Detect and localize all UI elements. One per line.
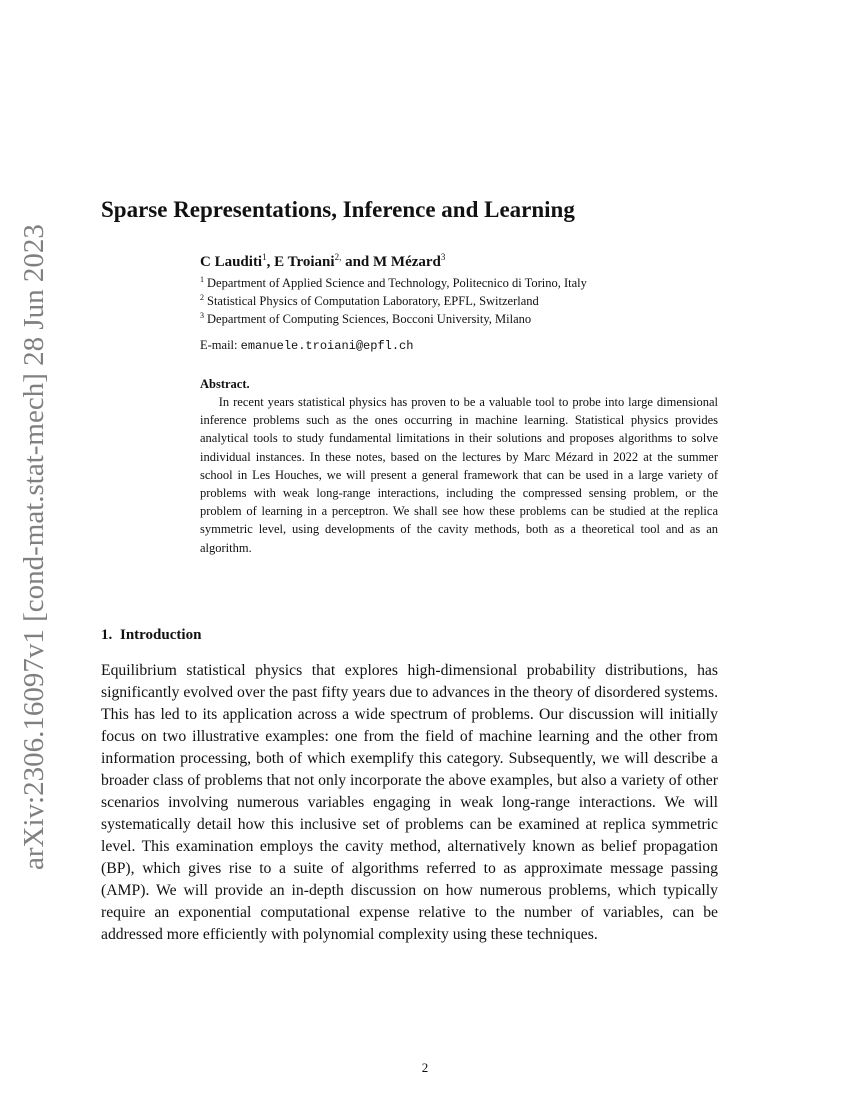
- affiliation-mark: 1: [200, 275, 204, 284]
- author-separator: and: [341, 254, 373, 270]
- author-name: E Troiani: [274, 254, 335, 270]
- email-address[interactable]: emanuele.troiani@epfl.ch: [240, 339, 414, 353]
- affiliation: [200, 311, 531, 327]
- author-name: C Lauditi: [200, 254, 263, 270]
- section-title: Introduction: [120, 627, 202, 643]
- author-affiliation-mark: 2,: [334, 252, 342, 262]
- affiliation: [200, 275, 587, 291]
- author-affiliation-mark: 1: [262, 252, 267, 262]
- abstract-heading: Abstract.: [200, 377, 250, 391]
- email-label: E-mail:: [200, 338, 238, 352]
- author-list: [200, 252, 445, 271]
- section-heading: [101, 627, 201, 644]
- author-affiliation-mark: 3: [440, 252, 446, 262]
- arxiv-identifier: arXiv:2306.16097v1 [cond-mat.stat-mech] 28 Jun 2023: [18, 224, 50, 870]
- affiliation: [200, 293, 539, 309]
- affiliation-mark: 2: [200, 293, 204, 302]
- section-number: 1.: [101, 627, 113, 643]
- affiliation-text: Statistical Physics of Computation Laboratory, EPFL, Switzerland: [207, 294, 539, 308]
- contact-email: [200, 338, 413, 353]
- author-separator: ,: [266, 254, 275, 270]
- affiliation-text: Department of Applied Science and Technology, Politecnico di Torino, Italy: [207, 276, 587, 290]
- paper-title: Sparse Representations, Inference and Learning: [101, 197, 575, 222]
- page-number: 2: [421, 1060, 429, 1075]
- affiliation-text: Department of Computing Sciences, Bocconi University, Milano: [207, 312, 532, 326]
- abstract-text: In recent years statistical physics has proven to be a valuable tool to probe into large dimensional inference problems such as the ones occurring in machine learning. Statistical physics provides analytical tools to study fundamental limitations in their solutions and proposes algorithms to solve individual instances. In these notes, based on the lectures by Marc Mézard in 2022 at the summer school in Les Houches, we will present a general framework that can be used in a large variety of problems with weak long-range interactions, including the compressed sensing problem, or the problem of learning in a perceptron. We shall see how these problems can be studied at the replica symmetric level, using developments of the cavity methods, both as a theoretical tool and as an algorithm.: [200, 395, 718, 555]
- affiliation-mark: 3: [200, 311, 204, 320]
- author-name: M Mézard: [373, 254, 441, 270]
- introduction-paragraph: Equilibrium statistical physics that explores high-dimensional probability distributions, has significantly evolved over the past fifty years due to advances in the theory of disordered systems. This has led to its application across a wide spectrum of problems. Our discussion will initially focus on two illustrative examples: one from the field of machine learning and the other from information processing, both of which exemplify this category. Subsequently, we will describe a broader class of problems that not only incorporate the above examples, but also a variety of other scenarios involving numerous variables engaging in weak long-range interactions. We will systematically detail how this inclusive set of problems can be examined at replica symmetric level. This examination employs the cavity method, alternatively known as belief propagation (BP), which gives rise to a suite of algorithms referred to as approximate message passing (AMP). We will provide an in-depth discussion on how numerous problems, which typically require an exponential computational expense relative to the number of variables, can be addressed more efficiently with polynomial complexity using these techniques.: [101, 662, 718, 943]
